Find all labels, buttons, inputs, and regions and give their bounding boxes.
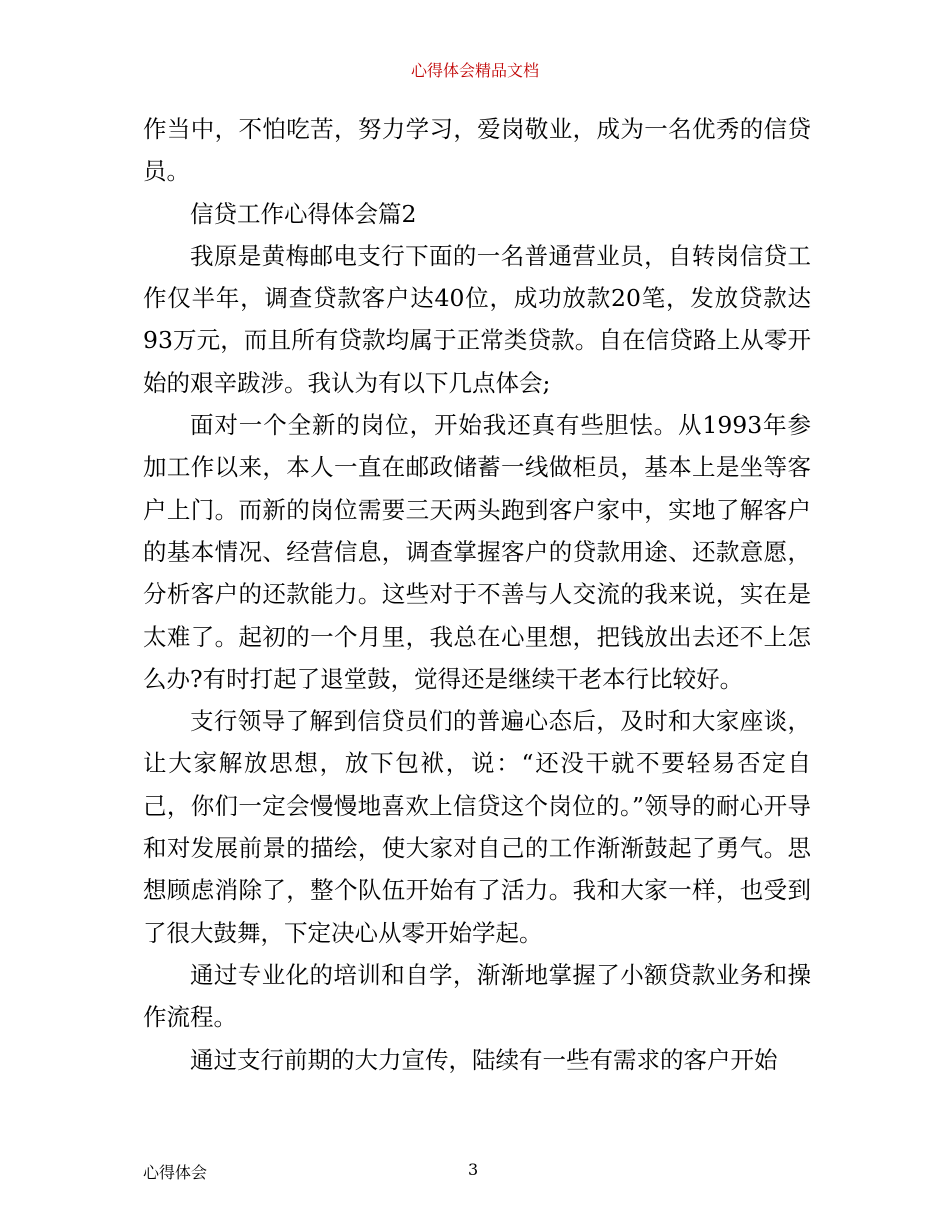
section-heading: 信贷工作心得体会篇2 <box>190 199 417 228</box>
paragraph-continuation: 作当中，不怕吃苦，努力学习，爱岗敬业，成为一名优秀的信贷员。 <box>143 115 811 186</box>
paragraph: 通过支行前期的大力宣传，陆续有一些有需求的客户开始 <box>190 1045 778 1074</box>
paragraph: 通过专业化的培训和自学，渐渐地掌握了小额贷款业务和操作流程。 <box>143 960 811 1032</box>
paragraph: 支行领导了解到信贷员们的普遍心态后，及时和大家座谈，让大家解放思想，放下包袱，说：“还没干就不要轻易否定自己，你们一定会慢慢地喜欢上信贷这个岗位的。”领导的耐心开导和对发展前景的描绘，使大家对自己的工作渐渐鼓起了勇气。思想顾虑消除了，整个队伍开始有了活力。我和大家一样，也受到了很大鼓舞，下定决心从零开始学起。 <box>143 707 811 947</box>
page-header-title: 心得体会精品文档 <box>410 61 539 80</box>
paragraph: 面对一个全新的岗位，开始我还真有些胆怯。从1993年参加工作以来，本人一直在邮政储蓄一线做柜员，基本上是坐等客户上门。而新的岗位需要三天两头跑到客户家中，实地了解客户的基本情况、经营信息，调查掌握客户的贷款用途、还款意愿，分析客户的还款能力。这些对于不善与人交流的我来说，实在是太难了。起初的一个月里，我总在心里想，把钱放出去还不上怎么办?有时打起了退堂鼓，觉得还是继续干老本行比较好。 <box>143 411 811 693</box>
footer-label: 心得体会 <box>143 1163 208 1182</box>
document-body <box>143 108 811 1081</box>
paragraph: 我原是黄梅邮电支行下面的一名普通营业员，自转岗信贷工作仅半年，调查贷款客户达40位，成功放款20笔，发放贷款达93万元，而且所有贷款均属于正常类贷款。自在信贷路上从零开始的艰辛跋涉。我认为有以下几点体会; <box>143 241 811 397</box>
page-number: 3 <box>468 1160 479 1179</box>
